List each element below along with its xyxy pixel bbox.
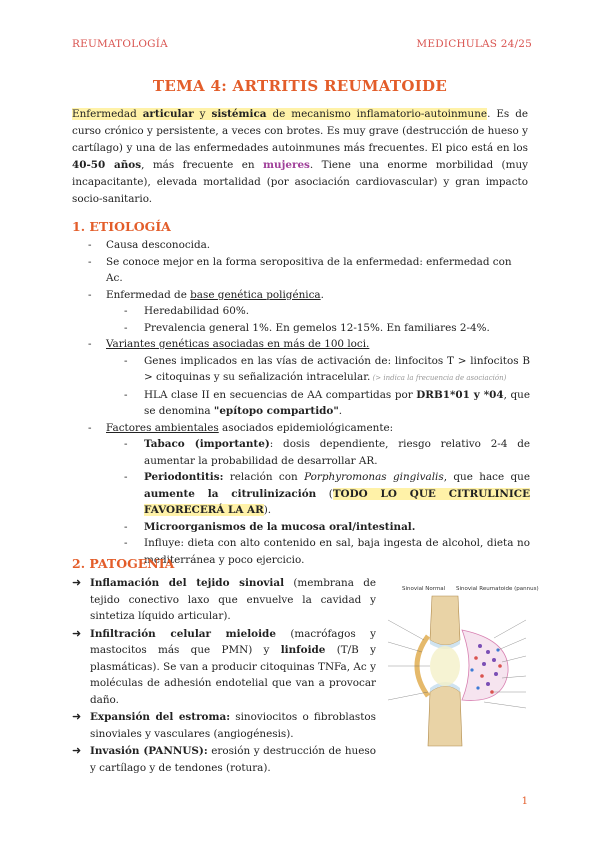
list-subitem: - Prevalencia general 1%. En gemelos 12-15%. En familiares 2-4%. [72,320,530,337]
section-heading-etiologia: 1. ETIOLOGÍA [72,219,171,234]
section-heading-patogenia: 2. PATOGENIA [72,556,175,571]
list-item: ➜ Invasión (PANNUS): erosión y destrucción de hueso y cartílago y de tendones (rotura). [72,743,376,776]
list-subitem: - Heredabilidad 60%. [72,303,530,320]
figure-label-right: Sinovial Reumatoide (pannus) [456,586,539,592]
list-item: - Causa desconocida. [72,237,530,254]
list-item: ➜ Expansión del estroma: sinoviocitos o fibroblastos sinoviales y vasculares (angiogénesis). [72,709,376,742]
intro-paragraph: Enfermedad articular y sistémica de mecanismo inflamatorio-autoinmune. Es de curso crónico y persistente, a veces con brotes. Es muy grave (destrucción de hueso y cartílago) y una de las enfermedades autoinmunes más frecuentes. El pico está en los 40-50 años, más frecuente en mujeres. Tiene una enorme morbilidad (muy incapacitante), elevada mortalidad (por asociación cardiovascular) y gran impacto socio-sanitario. [72,108,529,205]
etiologia-list [72,237,530,568]
patogenia-list [72,575,376,777]
page-title: TEMA 4: ARTRITIS REUMATOIDE [152,77,448,95]
figure-label-left: Sinovial Normal [402,586,446,592]
list-subitem: - Microorganismos de la mucosa oral/intestinal. [72,519,530,536]
page-number: 1 [521,796,528,807]
list-subitem: - Genes implicados en las vías de activación de: linfocitos T > linfocitos B > citoquinas y su señalización intracelular. (> indica la frecuencia de asociación) [72,353,530,387]
list-item: - Variantes genéticas asociadas en más de 100 loci. [72,336,530,353]
list-subitem: - HLA clase II en secuencias de AA compartidas por DRB1*01 y *04, que se denomina "epítopo compartido". [72,387,530,420]
list-item: - Factores ambientales asociados epidemiológicamente: [72,420,530,437]
list-item: ➜ Infiltración celular mieloide (macrófagos y mastocitos más que PMN) y linfoide (T/B y plasmáticas). Se van a producir citoquinas TNFa, Ac y moléculas de adhesión endotelial que van a provocar daño. [72,626,376,709]
list-subitem: - Tabaco (importante): dosis dependiente, riesgo relativo 2-4 de aumentar la probabilidad de desarrollar AR. [72,436,530,469]
list-item: - Se conoce mejor en la forma seropositiva de la enfermedad: enfermedad con Ac. [72,254,530,287]
synovial-joint-illustration [384,580,539,750]
header-right: MEDICHULAS 24/25 [416,38,532,50]
list-subitem: - Periodontitis: relación con Porphyromonas gingivalis, que hace que aumente la citrulinización (TODO LO QUE CITRULINICE FAVORECERÁ LA AR). [72,469,530,519]
list-subitem: - Influye: dieta con alto contenido en sal, baja ingesta de alcohol, dieta no mediterránea y poco ejercicio. [72,535,530,568]
list-item: ➜ Inflamación del tejido sinovial (membrana de tejido conectivo laxo que envuelve la cavidad y sintetiza líquido articular). [72,575,376,625]
header-left: REUMATOLOGÍA [72,38,168,50]
list-item: - Enfermedad de base genética poligénica. [72,287,530,304]
